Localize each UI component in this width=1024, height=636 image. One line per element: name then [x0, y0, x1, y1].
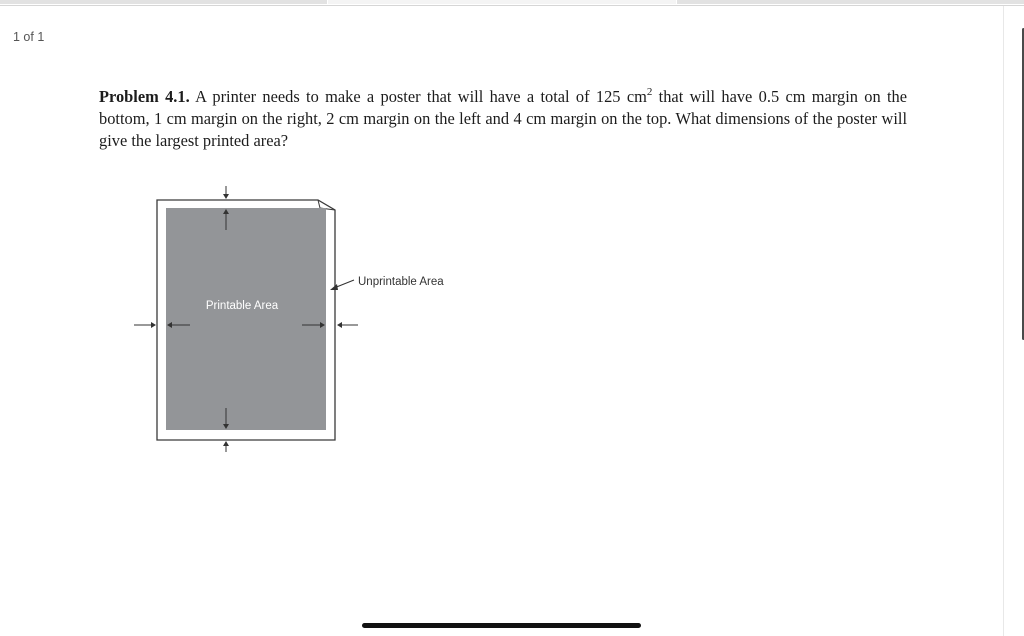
problem-superscript: 2	[646, 86, 653, 98]
problem-text-part-1: A printer needs to make a poster that will have a total of 125 cm	[195, 87, 647, 106]
left-margin-arrow-outer	[151, 322, 156, 328]
tab-segment-active[interactable]	[328, 0, 676, 4]
printable-area	[166, 208, 326, 430]
page-indicator: 1 of 1	[13, 30, 45, 44]
home-indicator[interactable]	[362, 623, 641, 628]
tab-segment-left[interactable]	[0, 0, 327, 4]
unprintable-area-label: Unprintable Area	[358, 276, 444, 288]
printable-area-label: Printable Area	[205, 300, 279, 312]
scrollbar-track[interactable]	[1003, 6, 1024, 636]
problem-statement	[99, 86, 907, 152]
right-margin-arrow-outer	[337, 322, 342, 328]
top-divider	[0, 5, 1024, 6]
problem-label: Problem 4.1.	[99, 87, 190, 106]
poster-diagram	[120, 180, 460, 460]
top-margin-arrow-outer	[223, 194, 229, 199]
tab-segment-right[interactable]	[677, 0, 1024, 4]
poster-diagram-svg	[120, 180, 460, 460]
problem-text-part-2: that will have 0.5 cm margin on the bottom, 1 cm margin on the right, 2 cm margin on the left and 4 cm margin on the top. What dimensions of the poster will give the largest printed area?	[99, 87, 907, 150]
bottom-margin-arrow-outer	[223, 441, 229, 446]
